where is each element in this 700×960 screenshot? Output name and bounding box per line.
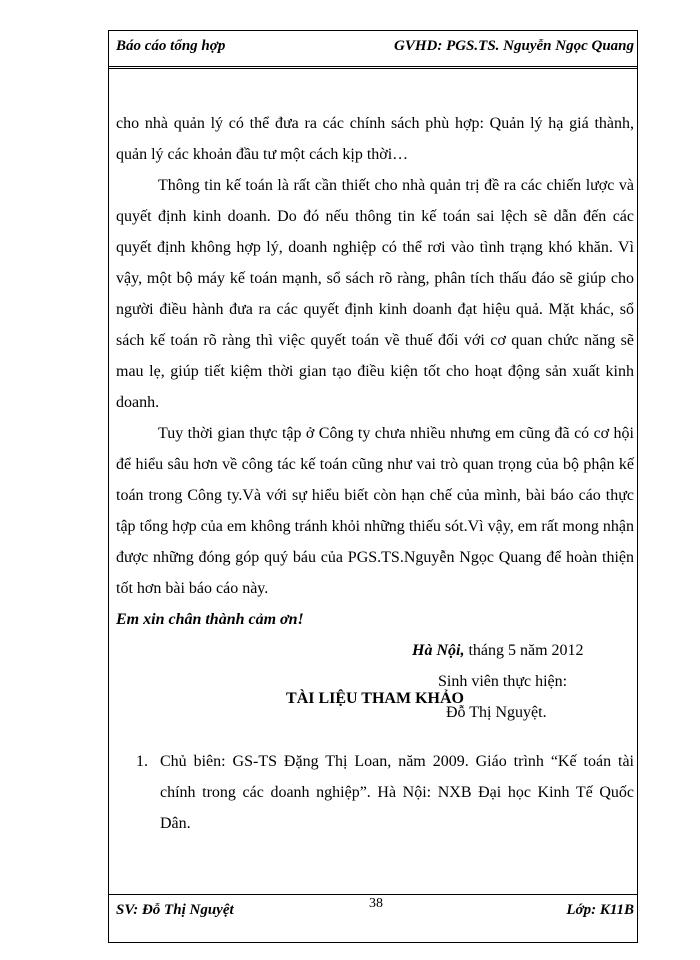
page-header bbox=[116, 38, 636, 60]
paragraph-1: cho nhà quản lý có thể đưa ra các chính sách phù hợp: Quản lý hạ giá thành, quản lý các khoản đầu tư một cách kịp thời… bbox=[116, 115, 634, 163]
footer-class: Lớp: K11B bbox=[566, 902, 634, 918]
body-text bbox=[116, 108, 634, 728]
reference-text: Chủ biên: GS-TS Đặng Thị Loan, năm 2009. Giáo trình “Kế toán tài chính trong các doanh nghiệp”. Hà Nội: NXB Đại học Kinh Tế Quốc Dân. bbox=[160, 753, 634, 832]
signature-role: Sinh viên thực hiện: bbox=[438, 673, 568, 690]
footer-student: SV: Đỗ Thị Nguyệt bbox=[116, 902, 234, 918]
signature-name: Đỗ Thị Nguyệt. bbox=[446, 704, 547, 721]
signature-place: Hà Nội, bbox=[412, 642, 465, 659]
paragraph-2: Thông tin kế toán là rất cần thiết cho nhà quản trị đề ra các chiến lược và quyết định kinh doanh. Do đó nếu thông tin kế toán sai lệch sẽ dẫn đến các quyết định không hợp lý, doanh nghiệp có thể rơi vào tình trạng khó khăn. Vì vậy, một bộ máy kế toán mạnh, sổ sách rõ ràng, phân tích thấu đáo sẽ giúp cho người điều hành đưa ra các quyết định kinh doanh đạt hiệu quả. Mặt khác, sổ sách kế toán rõ ràng thì việc quyết toán về thuế đối với cơ quan chức năng sẽ mau lẹ, giúp tiết kiệm thời gian tạo điều kiện tốt cho hoạt động sản xuất kinh doanh. bbox=[116, 177, 634, 411]
reference-number: 1. bbox=[136, 753, 148, 770]
footer-rule bbox=[108, 894, 638, 895]
references-title: TÀI LIỆU THAM KHẢO bbox=[286, 690, 464, 707]
header-supervisor: GVHD: PGS.TS. Nguyễn Ngọc Quang bbox=[393, 38, 634, 54]
thanks-line: Em xin chân thành cảm ơn! bbox=[116, 611, 304, 628]
header-rule bbox=[108, 66, 638, 69]
signature-date-text: tháng 5 năm 2012 bbox=[464, 642, 584, 659]
signature-date bbox=[116, 635, 634, 666]
header-report-title: Báo cáo tổng hợp bbox=[116, 38, 226, 54]
reference-item bbox=[136, 746, 634, 839]
paragraph-3: Tuy thời gian thực tập ở Công ty chưa nhiều nhưng em cũng đã có cơ hội để hiểu sâu hơn về công tác kế toán cũng như vai trò quan trọng của bộ phận kế toán trong Công ty.Và với sự hiểu biết còn hạn chế của mình, bài báo cáo thực tập tổng hợp của em không tránh khỏi những thiếu sót.Vì vậy, em rất mong nhận được những đóng góp quý báu của PGS.TS.Nguyễn Ngọc Quang để hoàn thiện tốt hơn bài báo cáo này. bbox=[116, 425, 634, 597]
references-list bbox=[136, 746, 634, 839]
page-number: 38 bbox=[369, 896, 383, 911]
page-footer bbox=[116, 896, 636, 924]
